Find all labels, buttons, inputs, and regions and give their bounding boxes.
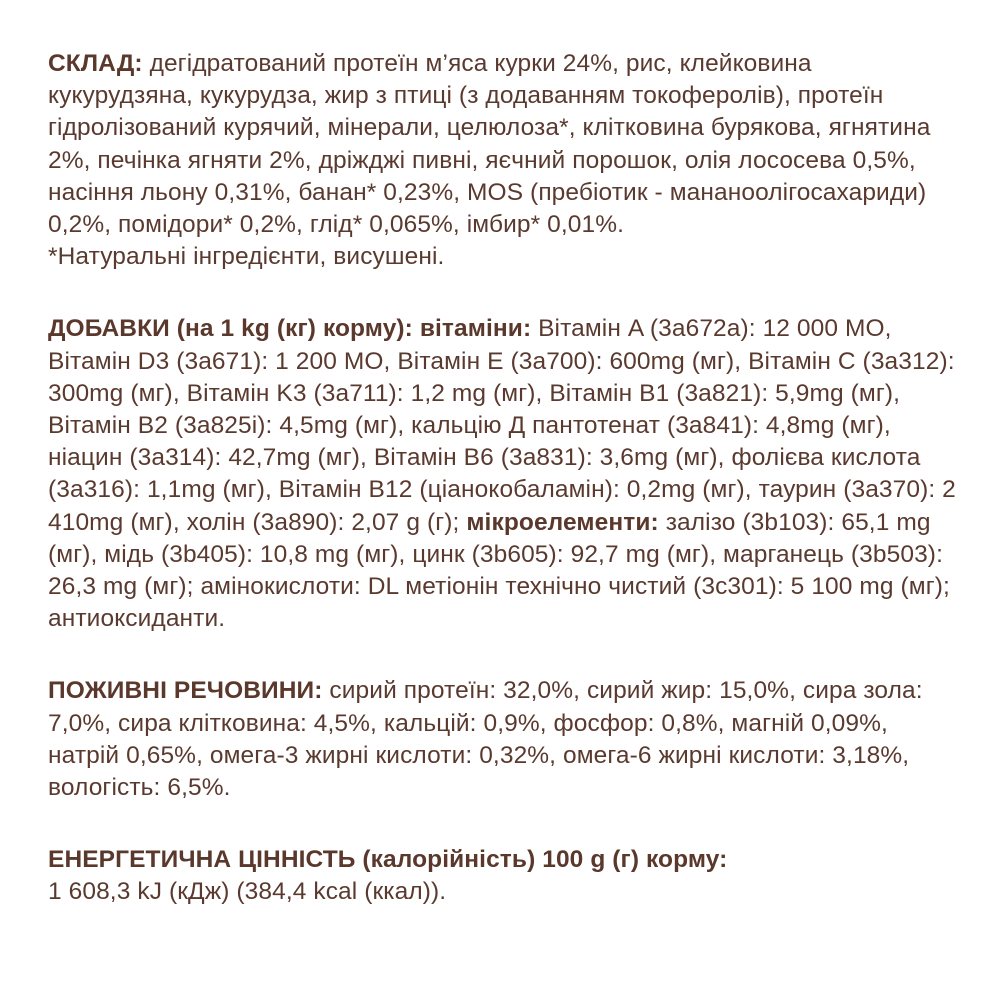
additives-section — [48, 313, 960, 635]
label-document — [48, 48, 960, 909]
nutrients-text: сирий протеїн: 32,0%, сирий жир: 15,0%, сира зола: 7,0%, сира клітковина: 4,5%, кальцій: 0,9%, фосфор: 0,8%, магній 0,09%, натрій 0,65%, омега-3 жирні кислоти: 0,32%, омега-6 жирні кислоти: 3,18%, вологість: 6,5%. — [48, 677, 923, 802]
nutrients-heading: ПОЖИВНІ РЕЧОВИНИ: — [48, 677, 323, 705]
composition-text: дегідратований протеїн м’яса курки 24%, рис, клейковина кукурудзяна, кукурудза, жир з птиці (з додаванням токоферолів), протеїн гідролізований курячий, мінерали, целюлоза*, клітковина бурякова, ягнятина 2%, печінка ягняти 2%, дріжджі пивні, яєчний порошок, олія лососева 0,5%, насіння льону 0,31%, банан* 0,23%, MOS (пребіотик - мананоолігосахариди) 0,2%, помідори* 0,2%, глід* 0,065%, імбир* 0,01%. — [48, 50, 931, 239]
composition-heading: СКЛАД: — [48, 50, 143, 77]
energy-text: 1 608,3 kJ (кДж) (384,4 kcal (ккал)). — [48, 878, 447, 906]
microelements-text: залізо (3b103): 65,1 mg (мг), мідь (3b405): 10,8 mg (мг), цинк (3b605): 92,7 mg (мг), марганець (3b503): 26,3 mg (мг); амінокислоти: DL метіонін технічно чистий (3c301): 5 100 mg (мг); антиоксиданти. — [48, 508, 950, 633]
microelements-label: мікроелементи: — [459, 508, 659, 536]
composition-note: *Натуральні інгредієнти, висушені. — [48, 243, 445, 271]
vitamins-text: Вітамін A (3a672a): 12 000 МО, Вітамін D3 (3a671): 1 200 МО, Вітамін E (3a700): 600mg (мг), Вітамін C (3a312): 300mg (мг), Вітамін K3 (3a711): 1,2 mg (мг), Вітамін B1 (3a821): 5,9mg (мг), Вітамін B2 (3a825i): 4,5mg (мг), кальцію Д пантотенат (3a841): 4,8mg (мг), ніацин (3a314): 42,7mg (мг), Вітамін B6 (3a831): 3,6mg (мг), фолієва кислота (3a316): 1,1mg (мг), Вітамін B12 (ціанокобаламін): 0,2mg (мг), таурин (3a370): 2 410mg (мг), холін (3a890): 2,07 g (г); — [48, 315, 956, 536]
additives-heading: ДОБАВКИ (на 1 kg (кг) корму): — [48, 315, 413, 343]
energy-section — [48, 844, 960, 908]
energy-heading: ЕНЕРГЕТИЧНА ЦІННІСТЬ (калорійність) 100 g (г) корму: — [48, 846, 728, 874]
composition-section — [48, 48, 960, 273]
vitamins-label: вітаміни: — [412, 315, 532, 343]
nutrients-section — [48, 675, 960, 804]
